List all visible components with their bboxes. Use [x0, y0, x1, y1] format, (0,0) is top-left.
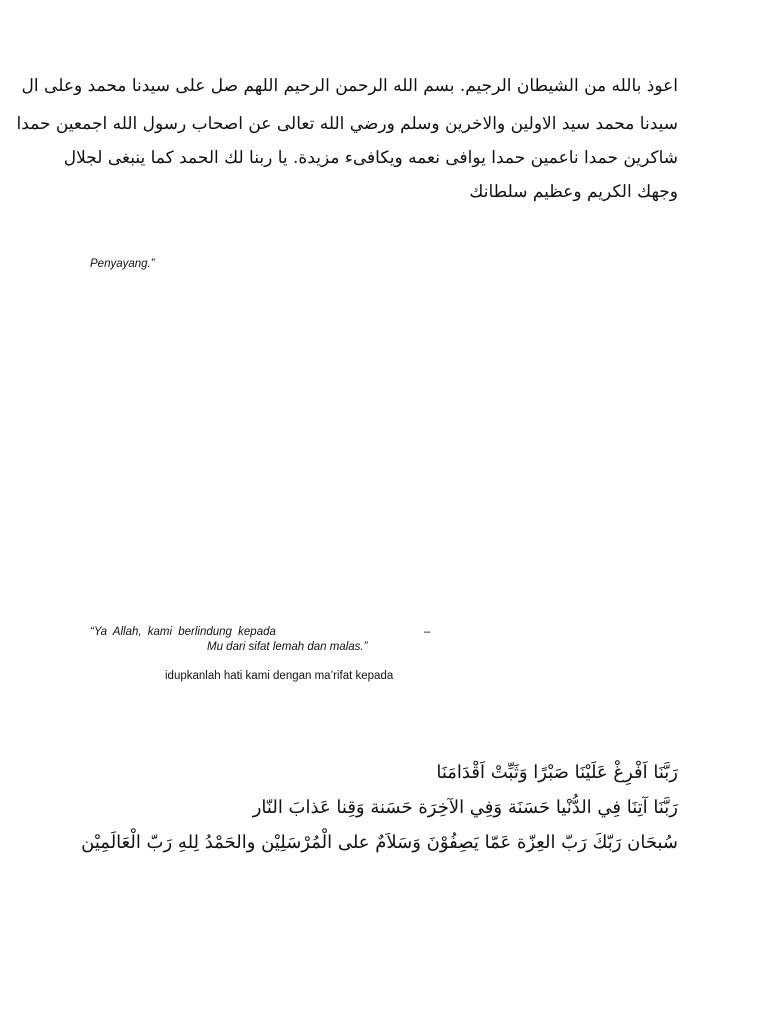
closing-verse-2: رَبَّنَا آتِنَا فِي الدُّنْيا حَسَنَة وَفِي الآخِرَة حَسَنة وَقِنا عَذابَ النّار — [252, 797, 678, 818]
doa-lemah-line-1: “Ya Allah, kami berlindung kepada — [90, 626, 276, 638]
opening-prayer-line-4: وجهك الكريم وعظيم سلطانك — [469, 182, 678, 202]
doa-lemah-line-2: Mu dari sifat lemah dan malas.” — [207, 641, 368, 653]
opening-prayer-line-3: شاكرين حمدا ناعمين حمدا يوافى نعمه ويكافىء مزيدة. يا ربنا لك الحمد كما ينبغى لجلال — [63, 148, 678, 168]
opening-prayer-line-2: سيدنا محمد سيد الاولين والاخرين وسلم ورضي الله تعالى عن اصحاب رسول الله اجمعين حمدا — [16, 114, 678, 134]
closing-verse-3: سُبحَان رَبّكَ رَبّ العِزّة عَمّا يَصِفُوْنَ وَسَلاَمٌ على الْمُرْسَلِيْن والحَمْدُ لِلهِ رَبّ الْعَالَمِيْن — [81, 832, 678, 853]
closing-verse-1: رَبَّنَا اَفْرِغْ عَلَيْنَا صَبْرًا وَثَبِّتْ اَقْدَامَنَا — [436, 762, 678, 783]
doa-lemah-dash: – — [424, 626, 431, 638]
opening-prayer-line-1: اعوذ بالله من الشيطان الرجيم. بسم الله الرحمن الرحيم اللهم صل على سيدنا محمد وعلى ال — [21, 76, 678, 96]
doa-marifat-text: idupkanlah hati kami dengan ma’rifat kepada — [165, 670, 394, 682]
penyayang-text: Penyayang.” — [90, 258, 155, 270]
